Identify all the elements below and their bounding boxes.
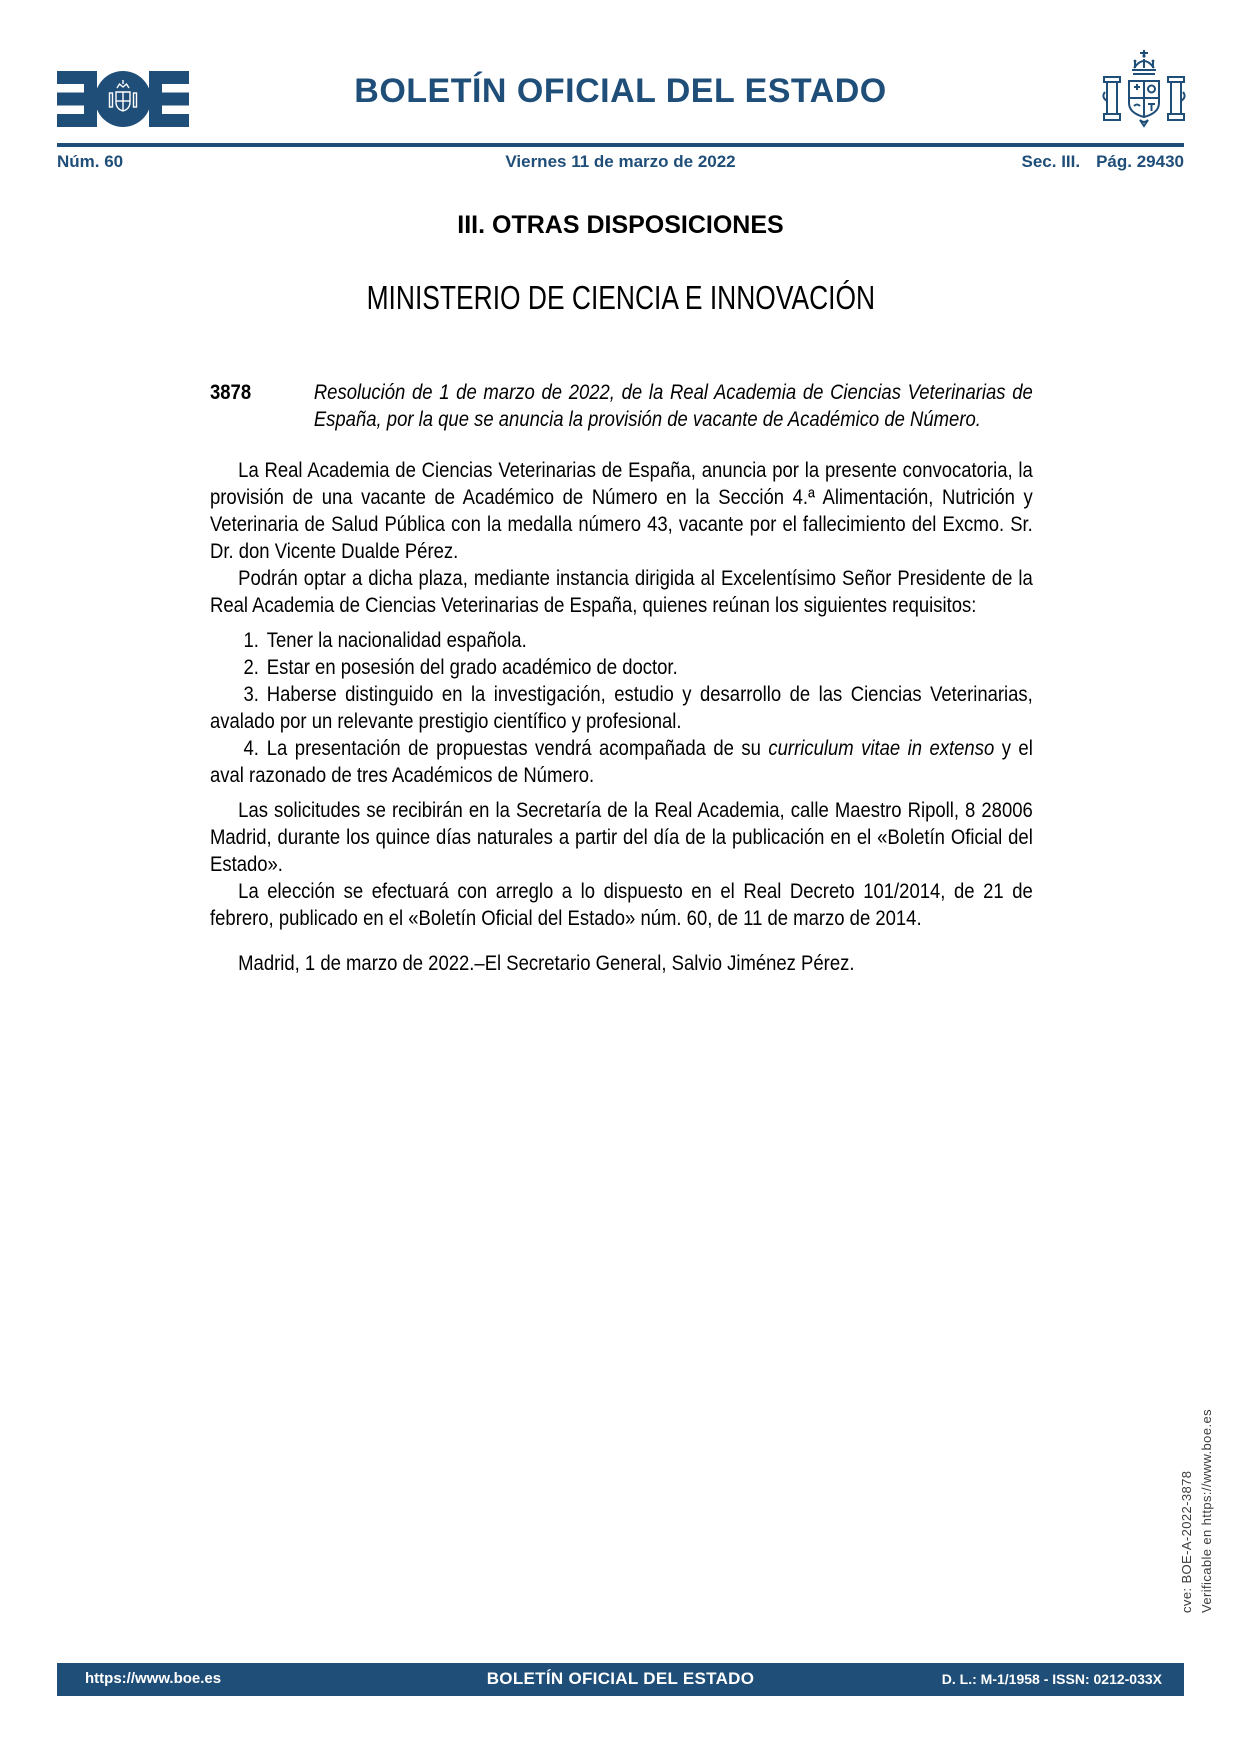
paragraph-submissions: Las solicitudes se recibirán en la Secretaría de la Real Academia, calle Maestro Ripoll, 8 28006 Madrid, durante los quince días naturales a partir del día de la publicación en el «Boletín Oficial del Estado». (210, 799, 1033, 876)
requirements-list (210, 627, 1033, 789)
paragraph-application: Podrán optar a dicha plaza, mediante instancia dirigida al Excelentísimo Señor Presidente de la Real Academia de Ciencias Veterinarias de España, quienes reúnan los siguientes requisitos: (210, 567, 1033, 617)
list-item (210, 654, 1033, 681)
signature-line: Madrid, 1 de marzo de 2022.–El Secretario General, Salvio Jiménez Pérez. (238, 952, 855, 975)
resolution-header (210, 379, 1033, 433)
list-item-marker: 3. (243, 683, 259, 706)
page-header (0, 0, 1241, 171)
footer-title: BOLETÍN OFICIAL DEL ESTADO (486, 1669, 755, 1688)
list-item (210, 735, 1033, 789)
list-item (210, 681, 1033, 735)
list-item-marker: 1. (243, 629, 259, 652)
resolution-number: 3878 (210, 381, 252, 404)
verification-sidebar (1177, 1409, 1217, 1613)
issue-number: Núm. 60 (57, 152, 124, 171)
header-meta-row (57, 152, 1184, 174)
list-item-marker: 4. (243, 737, 259, 760)
list-item-text: Estar en posesión del grado académico de doctor. (266, 656, 678, 679)
section-page (1006, 152, 1185, 172)
header-divider (57, 143, 1184, 147)
list-item-text: Haberse distinguido en la investigación, estudio y desarrollo de las Ciencias Veterinarias, avalado por un relevante prestigio científico y profesional. (210, 683, 1033, 733)
boe-url-link[interactable]: https://www.boe.es (85, 1670, 222, 1687)
issue-date: Viernes 11 de marzo de 2022 (505, 152, 736, 171)
page-title: BOLETÍN OFICIAL DEL ESTADO (354, 72, 887, 110)
ministry-heading: MINISTERIO DE CIENCIA E INNOVACIÓN (366, 279, 875, 316)
page-footer (57, 1663, 1184, 1696)
coat-of-arms-icon (1099, 48, 1189, 147)
list-item-text: Tener la nacionalidad española. (266, 629, 527, 652)
resolution-article (210, 379, 1033, 977)
paragraph-vacancy: La Real Academia de Ciencias Veterinarias de España, anuncia por la presente convocatoria, la provisión de una vacante de Académico de Número en la Sección 4.ª Alimentación, Nutrición y Veterinaria de Salud Pública con la medalla número 43, vacante por el fallecimiento del Excmo. Sr. Dr. don Vicente Dualde Pérez. (210, 459, 1033, 563)
section-heading: III. OTRAS DISPOSICIONES (457, 211, 784, 239)
list-item (210, 627, 1033, 654)
page-number: Pág. 29430 (1096, 152, 1184, 171)
verify-note: Verificable en https://www.boe.es (1199, 1409, 1214, 1613)
section-label: Sec. III. (1021, 152, 1081, 171)
deposit-issn: D. L.: M-1/1958 - ISSN: 0212-033X (941, 1671, 1162, 1687)
list-item-marker: 2. (243, 656, 259, 679)
cve-code: cve: BOE-A-2022-3878 (1179, 1470, 1194, 1613)
resolution-summary: Resolución de 1 de marzo de 2022, de la Real Academia de Ciencias Veterinarias de España, por la que se anuncia la provisión de vacante de Académico de Número. (313, 381, 1033, 431)
list-item-text: La presentación de propuestas vendrá acompañada de su curriculum vitae in extenso y el aval razonado de tres Académicos de Número. (210, 737, 1033, 787)
paragraph-election: La elección se efectuará con arreglo a lo dispuesto en el Real Decreto 101/2014, de 21 de febrero, publicado en el «Boletín Oficial del Estado» núm. 60, de 11 de marzo de 2014. (210, 880, 1033, 930)
